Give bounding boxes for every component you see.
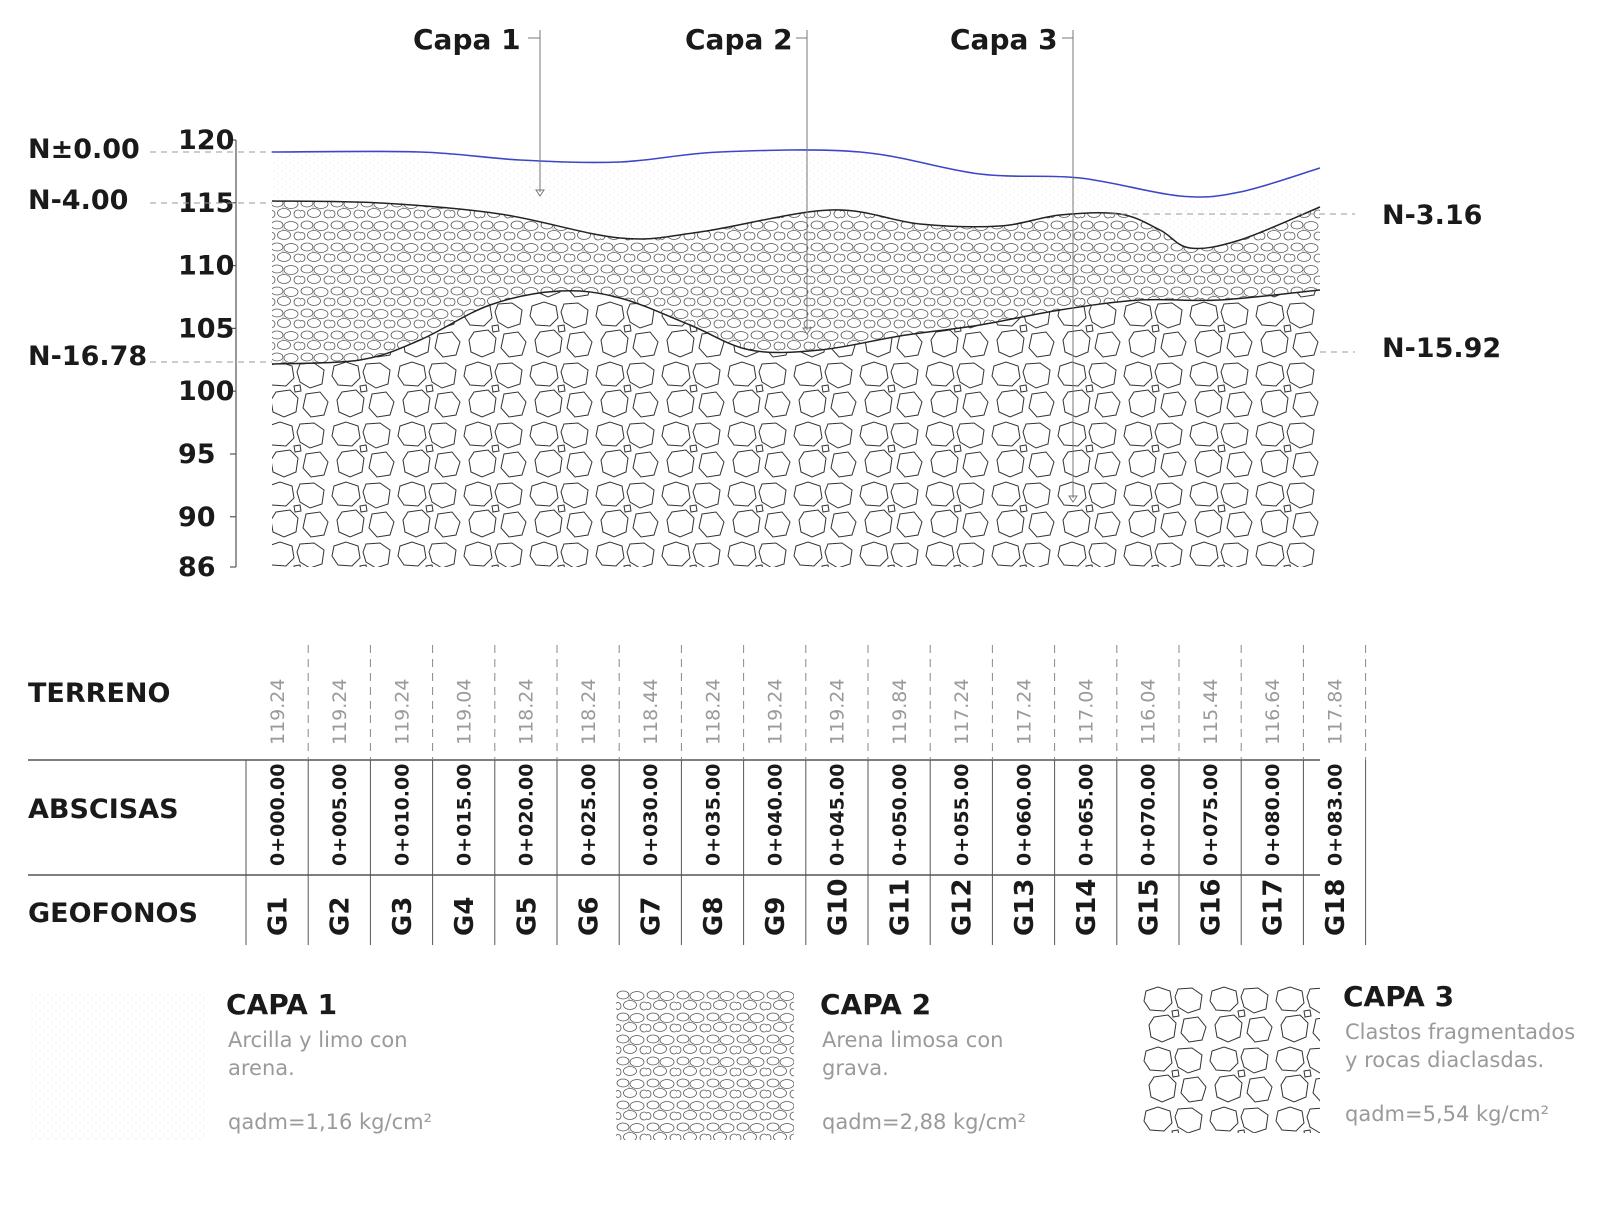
- geofono-label: G11: [885, 878, 916, 936]
- level-label: N-15.92: [1382, 333, 1502, 364]
- legend-description: Clastos fragmentados y rocas diaclasdas.: [1345, 1020, 1576, 1072]
- geofono-label: G9: [761, 896, 792, 936]
- terreno-value: 117.24: [951, 678, 974, 745]
- terreno-value: 116.64: [1262, 678, 1285, 745]
- geofono-label: G7: [636, 896, 667, 936]
- geofono-label: G6: [574, 896, 605, 936]
- abscisa-value: 0+010.00: [391, 763, 414, 866]
- geofono-label: G4: [450, 896, 481, 936]
- legend-qadm: qadm=1,16 kg/cm²: [228, 1110, 433, 1134]
- legend-qadm: qadm=2,88 kg/cm²: [822, 1110, 1027, 1134]
- callout-capa-2: Capa 2: [685, 23, 793, 56]
- station-columns: [246, 645, 1366, 945]
- elevation-axis: [178, 125, 236, 583]
- terreno-value: 119.04: [453, 678, 476, 745]
- geofono-label: G15: [1134, 878, 1165, 936]
- abscisa-value: 0+055.00: [951, 763, 974, 866]
- abscisa-value: 0+083.00: [1324, 763, 1347, 866]
- level-label: N-3.16: [1382, 200, 1483, 231]
- terreno-value: 119.24: [826, 678, 849, 745]
- abscisa-value: 0+070.00: [1137, 763, 1160, 866]
- legend-qadm: qadm=5,54 kg/cm²: [1345, 1102, 1550, 1126]
- terreno-value: 119.24: [391, 678, 414, 745]
- terreno-value: 119.24: [764, 678, 787, 745]
- abscisa-value: 0+015.00: [453, 763, 476, 866]
- terreno-value: 118.44: [640, 678, 663, 745]
- terreno-value: 117.04: [1075, 678, 1098, 745]
- geofono-label: G2: [325, 896, 356, 936]
- axis-tick-label: 120: [178, 125, 235, 156]
- axis-tick-label: 110: [178, 250, 235, 282]
- axis-tick-label: 95: [178, 438, 216, 470]
- callout-capa-3: Capa 3: [950, 23, 1058, 56]
- terreno-value: 119.84: [888, 678, 911, 745]
- callout-capa-1: Capa 1: [413, 23, 521, 56]
- geofono-label: G16: [1196, 878, 1227, 936]
- geofono-label: G3: [387, 896, 418, 936]
- axis-tick-label: 100: [178, 376, 235, 408]
- layer-fills: [272, 140, 1320, 570]
- terreno-value: 119.24: [329, 678, 352, 745]
- geofono-label: G13: [1009, 878, 1040, 936]
- abscisa-value: 0+020.00: [515, 763, 538, 866]
- geofono-label: G10: [823, 878, 854, 936]
- axis-tick-label: 105: [178, 313, 235, 345]
- terreno-value: 116.04: [1137, 678, 1160, 745]
- terreno-value: 118.24: [515, 678, 538, 745]
- terreno-value: 118.24: [702, 678, 725, 745]
- terreno-value: 117.84: [1324, 678, 1347, 745]
- legend-swatch-capa-2: [616, 990, 794, 1140]
- level-label: N-16.78: [28, 341, 148, 372]
- abscisa-value: 0+005.00: [329, 763, 352, 866]
- geofono-label: G8: [698, 896, 729, 936]
- abscisa-value: 0+050.00: [888, 763, 911, 866]
- geofono-label: G12: [947, 878, 978, 936]
- abscisa-value: 0+045.00: [826, 763, 849, 866]
- row-title-geofonos: GEOFONOS: [28, 898, 198, 929]
- row-title-terreno: TERRENO: [28, 678, 171, 709]
- abscisa-value: 0+030.00: [640, 763, 663, 866]
- level-label: N-4.00: [28, 185, 129, 216]
- geofono-label: G14: [1072, 878, 1103, 936]
- legend-swatch-capa-3: [1142, 985, 1320, 1133]
- legend-swatch-capa-1: [30, 992, 205, 1140]
- abscisa-value: 0+035.00: [702, 763, 725, 866]
- station-table: [28, 645, 1366, 945]
- abscisa-value: 0+065.00: [1075, 763, 1098, 866]
- geofono-label: G1: [263, 896, 294, 936]
- geofono-label: G18: [1320, 878, 1351, 936]
- geofono-label: G17: [1258, 878, 1289, 936]
- abscisa-value: 0+040.00: [764, 763, 787, 866]
- abscisa-value: 0+000.00: [266, 763, 289, 866]
- abscisa-value: 0+075.00: [1199, 763, 1222, 866]
- abscisa-value: 0+080.00: [1262, 763, 1285, 866]
- geofono-label: G5: [512, 896, 543, 936]
- abscisa-value: 0+060.00: [1013, 763, 1036, 866]
- terreno-value: 118.24: [577, 678, 600, 745]
- terreno-value: 115.44: [1199, 678, 1222, 745]
- row-title-abscisas: ABSCISAS: [28, 794, 179, 825]
- axis-tick-label: 86: [178, 552, 216, 583]
- axis-tick-label: 115: [178, 187, 235, 219]
- legend-description: Arcilla y limo con arena.: [228, 1028, 408, 1080]
- level-label: N±0.00: [28, 134, 140, 165]
- axis-tick-label: 90: [178, 501, 216, 533]
- abscisa-value: 0+025.00: [577, 763, 600, 866]
- terreno-value: 117.24: [1013, 678, 1036, 745]
- legend-title: CAPA 2: [820, 988, 932, 1021]
- legend-description: Arena limosa con grava.: [822, 1028, 1004, 1080]
- legend-title: CAPA 3: [1343, 980, 1455, 1013]
- legend-title: CAPA 1: [226, 988, 338, 1021]
- terreno-value: 119.24: [266, 678, 289, 745]
